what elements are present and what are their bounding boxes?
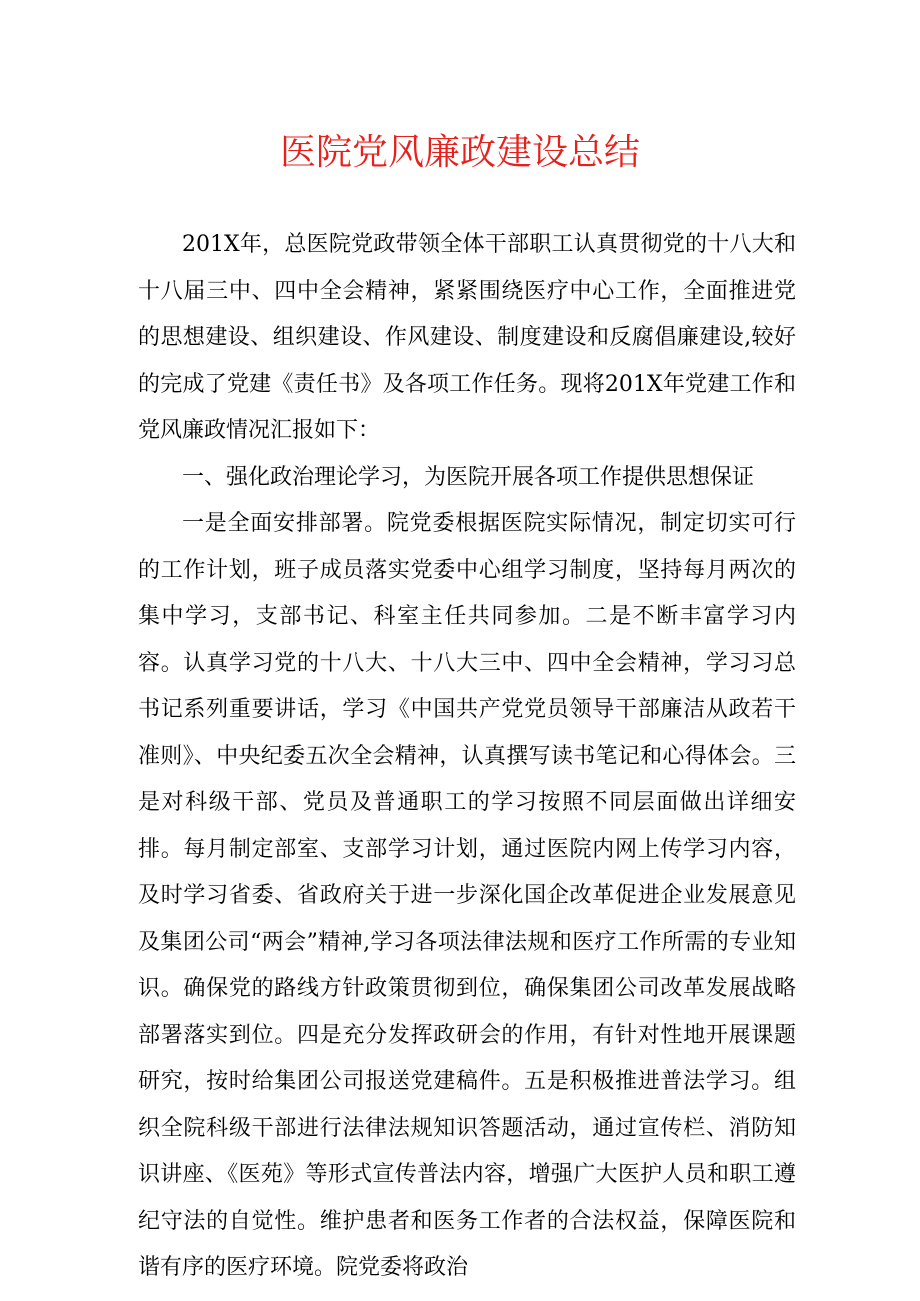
document-body	[138, 222, 796, 1292]
paragraph-section-1: 一是全面安排部署。院党委根据医院实际情况，制定切实可行的工作计划，班子成员落实党委中心组学习制度，坚持每月两次的集中学习，支部书记、科室主任共同参加。二是不断丰富学习内容。认真学习党的十八大、十八大三中、四中全会精神，学习习总书记系列重要讲话，学习《中国共产党党员领导干部廉洁从政若干准则》、中央纪委五次全会精神，认真撰写读书笔记和心得体会。三是对科级干部、党员及普通职工的学习按照不同层面做出详细安排。每月制定部室、支部学习计划，通过医院内网上传学习内容，及时学习省委、省政府关于进一步深化国企改革促进企业发展意见及集团公司“两会”精神,学习各项法律法规和医疗工作所需的专业知识。确保党的路线方针政策贯彻到位，确保集团公司改革发展战略部署落实到位。四是充分发挥政研会的作用，有针对性地开展课题研究，按时给集团公司报送党建稿件。五是积极推进普法学习。组织全院科级干部进行法律法规知识答题活动，通过宣传栏、消防知识讲座、《医苑》等形式宣传普法内容，增强广大医护人员和职工遵纪守法的自觉性。维护患者和医务工作者的合法权益，保障医院和谐有序的医疗环境。院党委将政治	[138, 511, 796, 1280]
document-title: 医院党风廉政建设总结	[279, 132, 640, 173]
paragraph-intro: 201X年，总医院党政带领全体干部职工认真贯彻党的十八大和十八届三中、四中全会精神，紧紧围绕医疗中心工作，全面推进党的思想建设、组织建设、作风建设、制度建设和反腐倡廉建设,较好的完成了党建《责任书》及各项工作任务。现将201X年党建工作和党风廉政情况汇报如下：	[138, 232, 796, 443]
section-heading-1: 一、强化政治理论学习，为医院开展各项工作提供思想保证	[182, 464, 755, 490]
